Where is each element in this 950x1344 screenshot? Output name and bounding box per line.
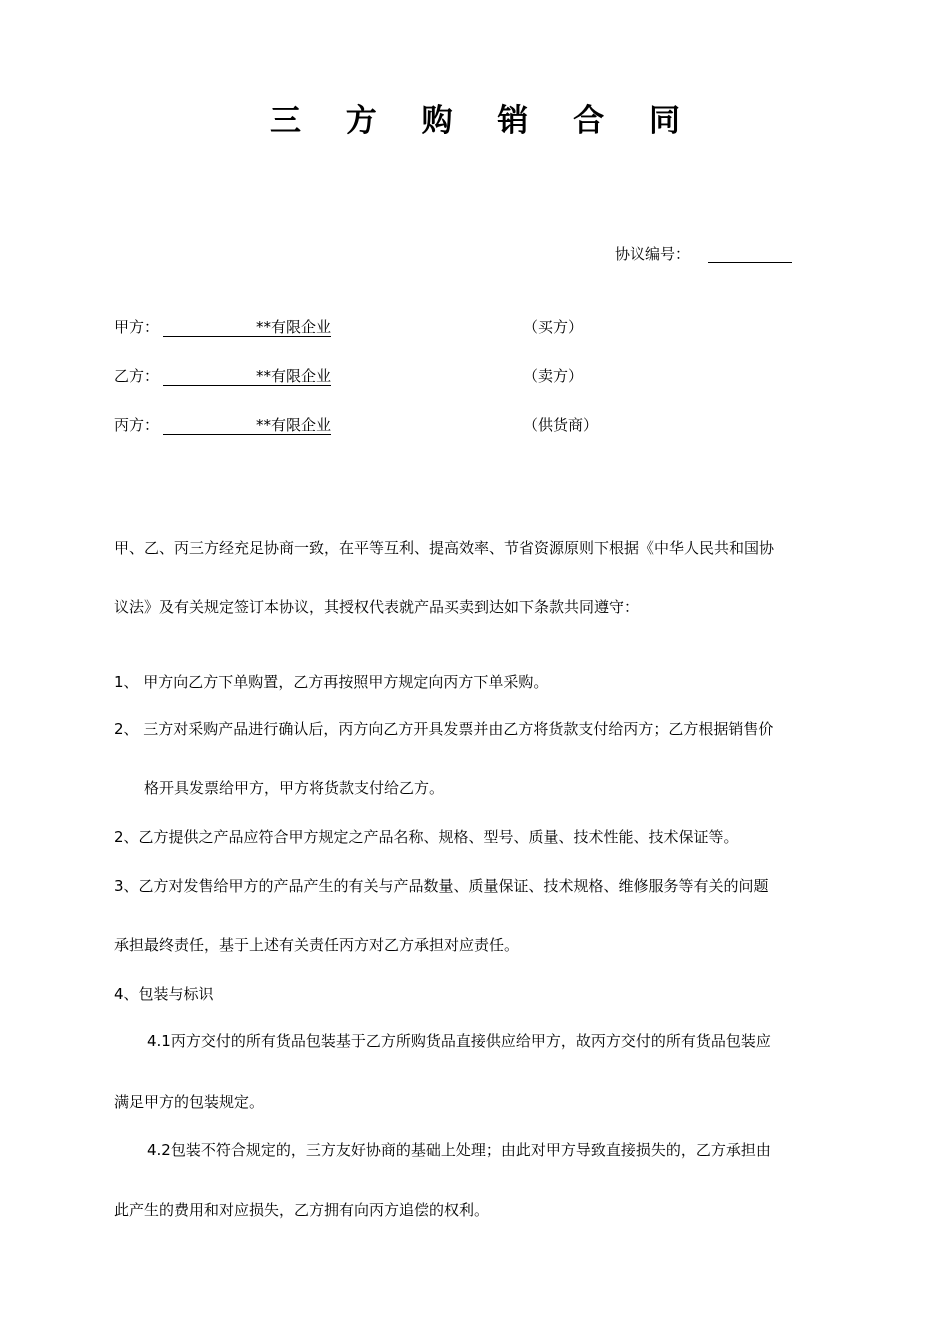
clause-1: 1、 甲方向乙方下单购置，乙方再按照甲方规定向丙方下单采购。: [114, 673, 549, 691]
clause-4-2-line-2: 此产生的费用和对应损失，乙方拥有向丙方追偿的权利。: [114, 1201, 490, 1219]
party-b-label: 乙方：: [114, 367, 160, 385]
document-title: 三 方 购 销 合 同: [270, 103, 697, 139]
intro-line-2: 议法》及有关规定签订本协议，其授权代表就产品买卖到达如下条款共同遵守：: [114, 598, 640, 616]
clause-2b: 2、乙方提供之产品应符合甲方规定之产品名称、规格、型号、质量、技术性能、技术保证等。: [114, 828, 739, 846]
party-b-role: （卖方）: [523, 367, 584, 385]
party-c-role: （供货商）: [523, 416, 599, 434]
intro-line-1: 甲、乙、丙三方经充足协商一致，在平等互利、提高效率、节省资源原则下根据《中华人民共和国协: [114, 539, 775, 557]
agreement-number-label: 协议编号：: [615, 245, 691, 263]
party-c-name: **有限企业: [163, 418, 331, 435]
party-a-label: 甲方：: [114, 318, 160, 336]
agreement-number-blank: [708, 262, 792, 263]
clause-3-line-2: 承担最终责任，基于上述有关责任丙方对乙方承担对应责任。: [114, 936, 520, 954]
clause-4-1-line-2: 满足甲方的包装规定。: [114, 1093, 265, 1111]
clause-4-2-line-1: 4.2包装不符合规定的，三方友好协商的基础上处理；由此对甲方导致直接损失的，乙方承担由: [147, 1141, 771, 1159]
party-c-label: 丙方：: [114, 416, 160, 434]
clause-4-heading: 4、包装与标识: [114, 985, 214, 1003]
party-a-role: （买方）: [523, 318, 584, 336]
party-a-name: **有限企业: [163, 320, 331, 337]
clause-2a-line-2: 格开具发票给甲方，甲方将货款支付给乙方。: [144, 779, 445, 797]
clause-2a-line-1: 2、 三方对采购产品进行确认后，丙方向乙方开具发票并由乙方将货款支付给丙方；乙方根据销售价: [114, 720, 774, 738]
clause-4-1-line-1: 4.1丙方交付的所有货品包装基于乙方所购货品直接供应给甲方，故丙方交付的所有货品包装应: [147, 1032, 771, 1050]
party-b-name: **有限企业: [163, 369, 331, 386]
clause-3-line-1: 3、乙方对发售给甲方的产品产生的有关与产品数量、质量保证、技术规格、维修服务等有关的问题: [114, 877, 769, 895]
